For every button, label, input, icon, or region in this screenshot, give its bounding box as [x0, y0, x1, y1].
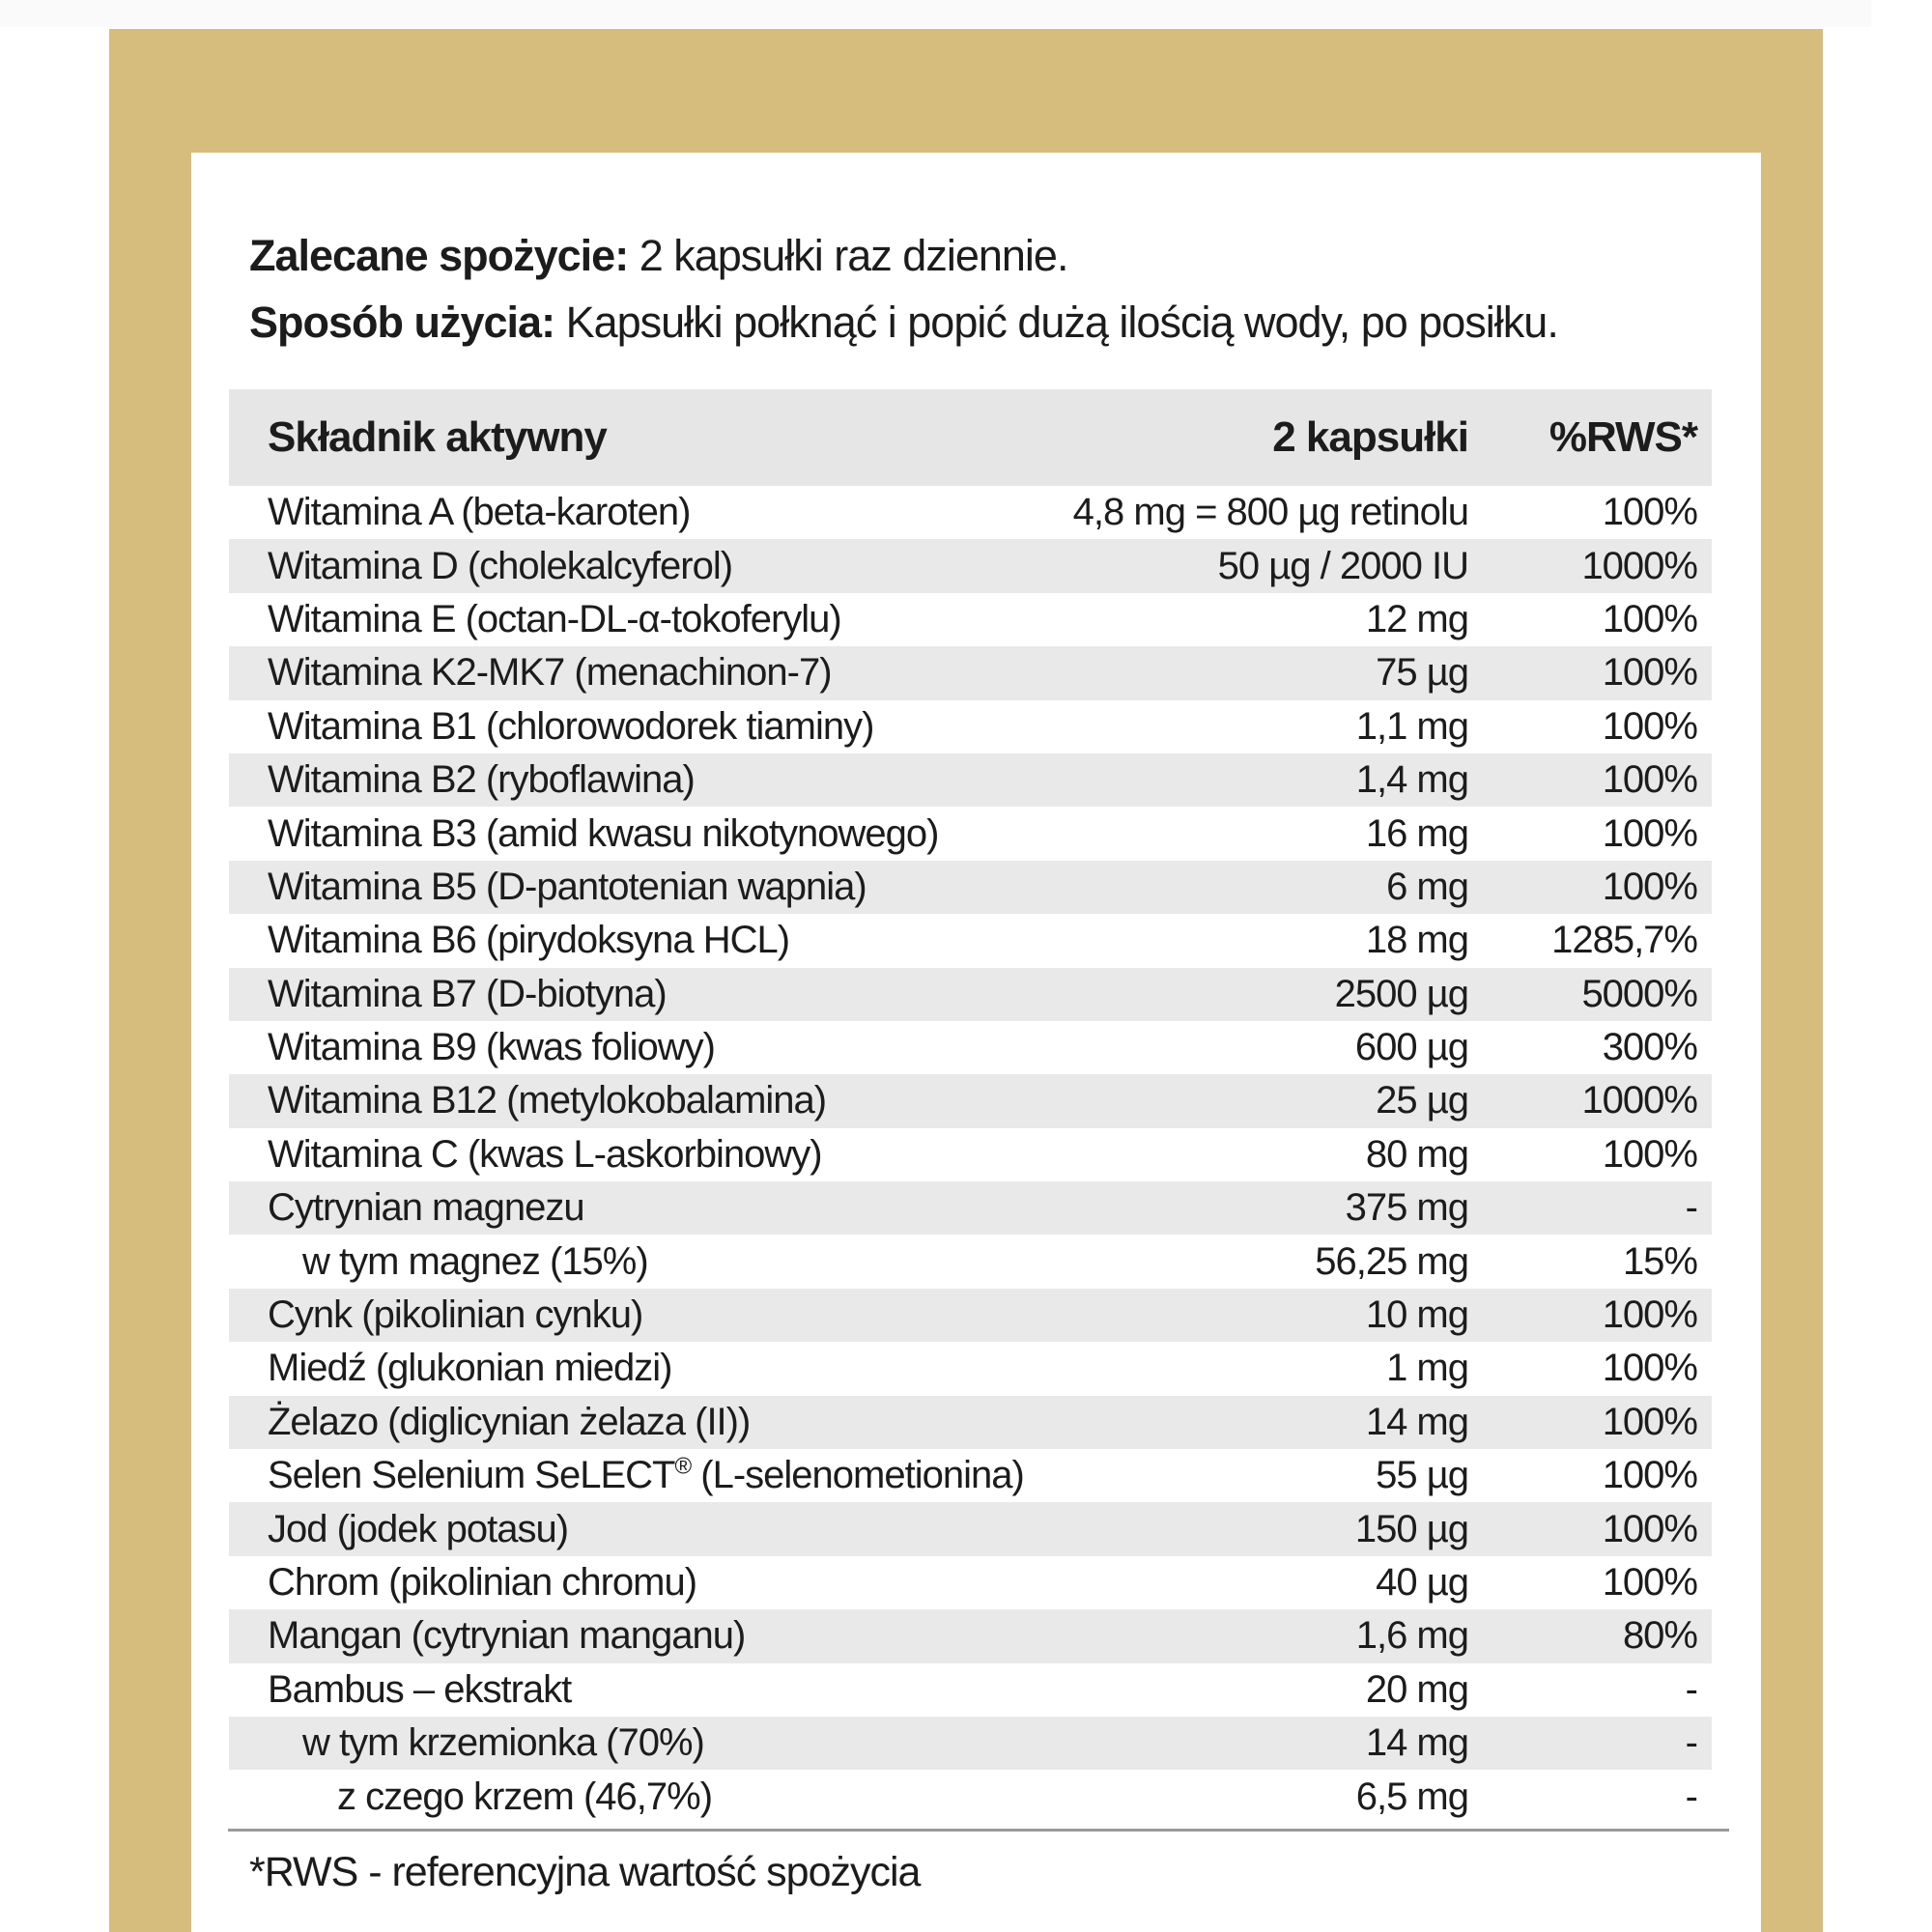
ingredient-name: Bambus – ekstrakt	[268, 1667, 572, 1711]
table-row	[229, 1556, 1712, 1609]
ingredient-rws-percent: 1285,7%	[1551, 919, 1697, 962]
ingredient-name: Witamina C (kwas L-askorbinowy)	[268, 1132, 822, 1176]
ingredient-name: Witamina K2-MK7 (menachinon-7)	[268, 651, 832, 695]
ingredient-name: Witamina B9 (kwas foliowy)	[268, 1026, 716, 1069]
table-row	[229, 914, 1712, 967]
ingredient-rws-percent: -	[1685, 1775, 1697, 1818]
table-row	[229, 861, 1712, 914]
gold-frame-right	[1761, 29, 1823, 1932]
ingredient-amount: 600 µg	[1354, 1026, 1468, 1069]
ingredient-rws-percent: 100%	[1602, 865, 1697, 908]
ingredient-name: Chrom (pikolinian chromu)	[268, 1561, 697, 1604]
ingredient-rws-percent: 300%	[1602, 1026, 1697, 1069]
ingredient-rws-percent: 100%	[1602, 1132, 1697, 1176]
ingredient-name: Miedź (glukonian miedzi)	[268, 1347, 672, 1390]
ingredient-rws-percent: 100%	[1602, 1347, 1697, 1390]
table-row	[229, 968, 1712, 1021]
ingredient-rws-percent: 100%	[1602, 1507, 1697, 1550]
table-row	[229, 1342, 1712, 1395]
table-row	[229, 1770, 1712, 1823]
header-rws-column: %RWS*	[1548, 413, 1697, 461]
ingredient-name: w tym magnez (15%)	[302, 1239, 648, 1283]
ingredient-amount: 14 mg	[1365, 1400, 1468, 1443]
ingredient-amount: 80 mg	[1365, 1132, 1468, 1176]
ingredient-name: Mangan (cytrynian manganu)	[268, 1614, 746, 1658]
usage-instructions	[249, 222, 1558, 355]
table-header-row	[229, 389, 1712, 486]
ingredient-amount: 18 mg	[1365, 919, 1468, 962]
table-row	[229, 1449, 1712, 1502]
ingredient-name: Witamina B12 (metylokobalamina)	[268, 1079, 827, 1122]
table-row	[229, 539, 1712, 592]
ingredient-rws-percent: 100%	[1602, 811, 1697, 855]
table-row	[229, 1289, 1712, 1342]
table-body	[229, 486, 1712, 1824]
ingredient-rws-percent: 100%	[1602, 704, 1697, 748]
label-content	[191, 153, 1761, 1932]
ingredient-amount: 150 µg	[1354, 1507, 1468, 1550]
table-row	[229, 593, 1712, 646]
ingredient-rws-percent: 100%	[1602, 651, 1697, 695]
ingredient-name: Witamina B6 (pirydoksyna HCL)	[268, 919, 790, 962]
rws-footnote: *RWS - referencyjna wartość spożycia	[249, 1849, 921, 1895]
table-row	[229, 1717, 1712, 1770]
ingredient-amount: 12 mg	[1365, 597, 1468, 640]
ingredient-rws-percent: 1000%	[1581, 544, 1697, 587]
ingredient-amount: 6 mg	[1386, 865, 1468, 908]
table-row	[229, 1663, 1712, 1717]
ingredient-amount: 6,5 mg	[1355, 1775, 1468, 1818]
registered-trademark-symbol: ®	[674, 1453, 692, 1480]
ingredient-amount: 1,1 mg	[1355, 704, 1468, 748]
ingredient-rws-percent: 100%	[1602, 1561, 1697, 1604]
table-row	[229, 1021, 1712, 1074]
ingredient-rws-percent: 100%	[1602, 1454, 1697, 1497]
ingredient-amount: 20 mg	[1365, 1667, 1468, 1711]
table-row	[229, 646, 1712, 699]
ingredient-name: Jod (jodek potasu)	[268, 1507, 569, 1550]
ingredient-name: Selen Selenium SeLECT® (L-selenometionina)	[268, 1453, 1024, 1497]
ingredient-rws-percent: 100%	[1602, 1293, 1697, 1337]
table-row	[229, 753, 1712, 807]
table-row	[229, 1181, 1712, 1235]
ingredient-name: Witamina B1 (chlorowodorek tiaminy)	[268, 704, 874, 748]
ingredient-amount: 1 mg	[1386, 1347, 1468, 1390]
ingredient-amount: 1,4 mg	[1355, 758, 1468, 802]
table-row	[229, 1396, 1712, 1449]
ingredient-amount: 40 µg	[1376, 1561, 1468, 1604]
header-ingredient-column: Składnik aktywny	[268, 413, 607, 461]
ingredient-name: Witamina E (octan-DL-α-tokoferylu)	[268, 597, 841, 640]
table-row	[229, 1128, 1712, 1181]
gold-frame-top	[109, 29, 1823, 153]
page-top-strip	[0, 0, 1871, 27]
ingredient-name: Cytrynian magnezu	[268, 1186, 584, 1230]
ingredient-name: Witamina B7 (D-biotyna)	[268, 972, 667, 1015]
ingredient-amount: 75 µg	[1376, 651, 1468, 695]
ingredient-amount: 50 µg / 2000 IU	[1217, 544, 1468, 587]
ingredient-rws-percent: 80%	[1622, 1614, 1697, 1658]
ingredient-name: Witamina A (beta-karoten)	[268, 491, 691, 534]
ingredient-rws-percent: 15%	[1622, 1239, 1697, 1283]
usage-text: Kapsułki połknąć i popić dużą ilością wody, po posiłku.	[554, 298, 1558, 347]
ingredient-amount: 14 mg	[1365, 1721, 1468, 1765]
ingredient-amount: 4,8 mg = 800 µg retinolu	[1072, 491, 1468, 534]
recommended-intake-label: Zalecane spożycie:	[249, 231, 629, 280]
ingredient-rws-percent: -	[1685, 1186, 1697, 1230]
table-row	[229, 1074, 1712, 1127]
recommended-intake-text: 2 kapsułki raz dziennie.	[628, 231, 1068, 280]
ingredient-amount: 375 mg	[1345, 1186, 1468, 1230]
ingredient-name: z czego krzem (46,7%)	[337, 1775, 713, 1818]
table-row	[229, 700, 1712, 753]
ingredient-name: Witamina B2 (ryboflawina)	[268, 758, 695, 802]
ingredient-amount: 10 mg	[1365, 1293, 1468, 1337]
ingredient-name: Cynk (pikolinian cynku)	[268, 1293, 643, 1337]
ingredient-rws-percent: -	[1685, 1721, 1697, 1765]
table-row	[229, 1609, 1712, 1662]
ingredient-rws-percent: 100%	[1602, 758, 1697, 802]
ingredient-rws-percent: 100%	[1602, 491, 1697, 534]
ingredient-name: Witamina B3 (amid kwasu nikotynowego)	[268, 811, 939, 855]
ingredients-table	[229, 389, 1712, 1824]
ingredient-amount: 16 mg	[1365, 811, 1468, 855]
ingredient-name: w tym krzemionka (70%)	[302, 1721, 704, 1765]
ingredient-name: Witamina B5 (D-pantotenian wapnia)	[268, 865, 867, 908]
header-amount-column: 2 kapsułki	[1272, 413, 1468, 461]
ingredient-amount: 25 µg	[1376, 1079, 1468, 1122]
ingredient-amount: 2500 µg	[1334, 972, 1468, 1015]
ingredient-rws-percent: 100%	[1602, 1400, 1697, 1443]
footer-divider	[228, 1829, 1729, 1832]
ingredient-rws-percent: 1000%	[1581, 1079, 1697, 1122]
ingredient-amount: 1,6 mg	[1355, 1614, 1468, 1658]
ingredient-rws-percent: 100%	[1602, 597, 1697, 640]
ingredient-rws-percent: -	[1685, 1667, 1697, 1711]
ingredient-rws-percent: 5000%	[1581, 972, 1697, 1015]
ingredient-amount: 55 µg	[1376, 1454, 1468, 1497]
recommended-intake-line	[249, 222, 1558, 289]
table-row	[229, 486, 1712, 539]
gold-frame-left	[109, 29, 191, 1932]
ingredient-amount: 56,25 mg	[1315, 1239, 1468, 1283]
table-row	[229, 1235, 1712, 1288]
table-row	[229, 1502, 1712, 1555]
usage-line	[249, 289, 1558, 355]
usage-label: Sposób użycia:	[249, 298, 555, 347]
table-row	[229, 807, 1712, 860]
ingredient-name: Żelazo (diglicynian żelaza (II))	[268, 1400, 751, 1443]
ingredient-name: Witamina D (cholekalcyferol)	[268, 544, 733, 587]
